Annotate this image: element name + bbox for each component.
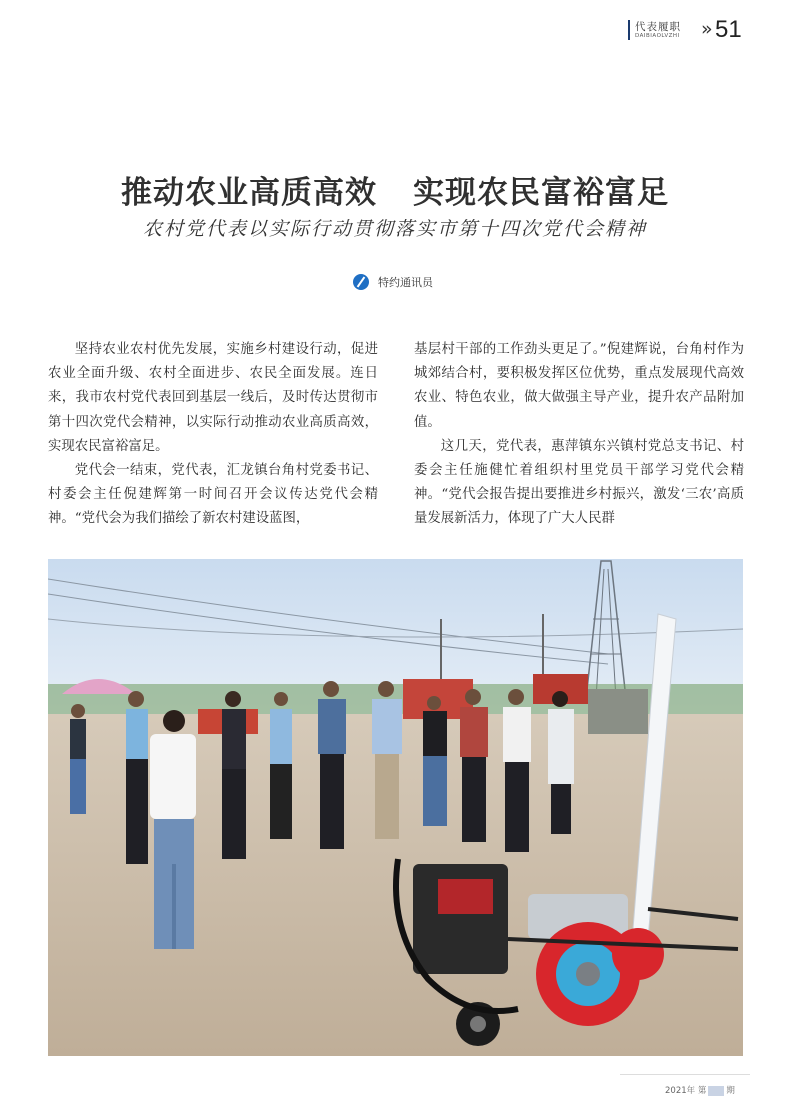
article-title xyxy=(0,167,790,212)
article-photo xyxy=(48,559,743,1056)
chevron-right-icon: » xyxy=(701,18,713,40)
footer-year: 2021年 第 xyxy=(665,1086,707,1096)
photo-illustration xyxy=(48,559,743,1056)
page-footer xyxy=(665,1084,735,1096)
article-subtitle: 农村党代表以实际行动贯彻落实市第十四次党代会精神 xyxy=(142,218,647,240)
paragraph: 基层村干部的工作劲头更足了。”倪建辉说，台角村作为城郊结合村，要积极发挥区位优势，重点发展现代高效农业、特色农业，做大做强主导产业，提升农产品附加值。 xyxy=(414,342,744,430)
pen-icon xyxy=(353,274,369,290)
paragraph: 党代会一结束，党代表，汇龙镇台角村党委书记、村委会主任倪建辉第一时间召开会议传达党代会精神。“党代会为我们描绘了新农村建设蓝图， xyxy=(48,463,378,527)
page-header xyxy=(628,18,778,44)
footer-issue: 5 xyxy=(708,1086,724,1096)
section-marker-bar xyxy=(628,20,630,40)
footer-issue-suffix: 期 xyxy=(726,1086,735,1096)
article-title-part1: 推动农业高质高效 xyxy=(121,175,377,211)
paragraph: 坚持农业农村优先发展，实施乡村建设行动，促进农业全面升级、农村全面进步、农民全面发展。连日来，我市农村党代表回到基层一线后，及时传达贯彻市第十四次党代会精神，以实际行动推动农业高质高效，实现农民富裕富足。 xyxy=(48,342,378,454)
section-title: 代表履职 xyxy=(635,21,681,33)
page-number: 51 xyxy=(715,16,742,43)
body-column-left xyxy=(48,338,378,532)
paragraph: 这几天，党代表，惠萍镇东兴镇村党总支书记、村委会主任施健忙着组织村里党员干部学习党代会精神。“党代会报告提出要推进乡村振兴，激发‘三农’高质量发展新活力，体现了广大人民群 xyxy=(414,438,744,527)
footer-rule xyxy=(620,1074,750,1075)
section-subtitle: DAIBIAOLVZHI xyxy=(635,33,680,39)
body-column-right xyxy=(414,338,744,532)
article-title-part2: 实现农民富裕富足 xyxy=(413,175,669,211)
byline-text: 特约通讯员 xyxy=(378,276,433,289)
